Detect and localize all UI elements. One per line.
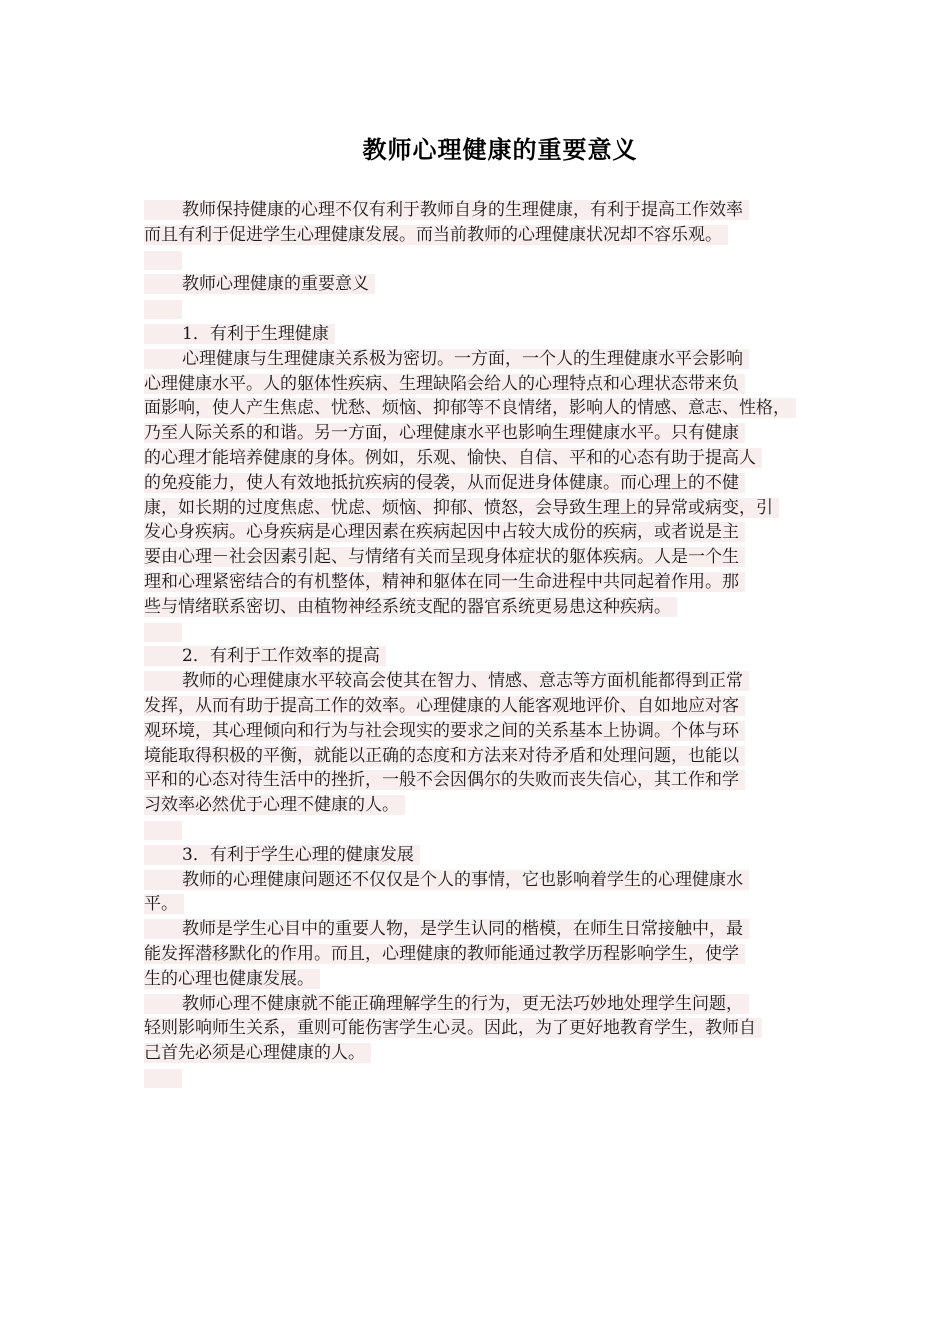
line-highlight (144, 274, 375, 294)
paragraph-line (144, 322, 814, 347)
line-highlight (144, 770, 745, 790)
line-highlight (144, 944, 745, 964)
paragraph-line (144, 347, 814, 372)
paragraph-line (144, 694, 814, 719)
paragraph-line (144, 372, 814, 397)
line-text: 教师心理健康的重要意义 (182, 274, 369, 295)
line-text: 面影响，使人产生焦虑、忧愁、烦恼、抑郁等不良情绪，影响人的情感、意志、性格， (144, 398, 790, 419)
line-highlight (144, 646, 386, 666)
blank-line-marker (144, 1069, 182, 1088)
line-highlight (144, 671, 749, 691)
paragraph-line (144, 669, 814, 694)
paragraph-line (144, 1041, 814, 1066)
line-text: 生的心理也健康发展。 (144, 968, 314, 989)
line-highlight (144, 919, 749, 939)
line-text: 发挥，从而有助于提高工作的效率。心理健康的人能客观地评价、自如地应对客 (144, 695, 739, 716)
paragraph-line (144, 917, 814, 942)
document-body (144, 198, 814, 1091)
paragraph-line (144, 992, 814, 1017)
paragraph-line (144, 967, 814, 992)
line-text: 心理健康与生理健康关系极为密切。一方面，一个人的生理健康水平会影响 (182, 348, 743, 369)
paragraph-line (144, 496, 814, 521)
line-text: 己首先必须是心理健康的人。 (144, 1043, 365, 1064)
paragraph-line (144, 570, 814, 595)
paragraph-line (144, 446, 814, 471)
blank-line-marker (144, 251, 182, 270)
line-highlight (144, 522, 745, 542)
line-text: 理和心理紧密结合的有机整体，精神和躯体在同一生命进程中共同起着作用。那 (144, 571, 739, 592)
paragraph-line (144, 520, 814, 545)
line-text: 3．有利于学生心理的健康发展 (182, 844, 414, 865)
line-text: 而且有利于促进学生心理健康发展。而当前教师的心理健康状况却不容乐观。 (144, 224, 722, 245)
blank-line (144, 248, 814, 273)
line-text: 平和的心态对待生活中的挫折，一般不会因偶尔的失败而丧失信心，其工作和学 (144, 770, 739, 791)
document-title: 教师心理健康的重要意义 (362, 135, 638, 164)
line-text: 要由心理－社会因素引起、与情绪有关而呈现身体症状的躯体疾病。人是一个生 (144, 547, 739, 568)
line-text: 能发挥潜移默化的作用。而且，心理健康的教师能通过教学历程影响学生，使学 (144, 943, 739, 964)
paragraph-line (144, 272, 814, 297)
line-text: 教师的心理健康水平较高会使其在智力、情感、意志等方面机能都得到正常 (182, 671, 743, 692)
line-text: 发心身疾病。心身疾病是心理因素在疾病起因中占较大成份的疾病，或者说是主 (144, 522, 739, 543)
paragraph-line (144, 868, 814, 893)
blank-line-marker (144, 623, 182, 642)
line-text: 教师心理不健康就不能正确理解学生的行为，更无法巧妙地处理学生问题， (182, 993, 743, 1014)
paragraph-line (144, 545, 814, 570)
line-text: 康，如长期的过度焦虑、忧虑、烦恼、抑郁、愤怒，会导致生理上的异常或病变，引 (144, 497, 773, 518)
line-highlight (144, 1018, 762, 1038)
line-highlight (144, 349, 749, 369)
blank-line (144, 818, 814, 843)
line-highlight (144, 746, 745, 766)
line-text: 2．有利于工作效率的提高 (182, 646, 380, 667)
blank-line (144, 620, 814, 645)
line-highlight (144, 870, 749, 890)
line-highlight (144, 448, 762, 468)
paragraph-line (144, 223, 814, 248)
line-highlight (144, 572, 745, 592)
line-highlight (144, 547, 745, 567)
paragraph-line (144, 744, 814, 769)
line-highlight (144, 473, 745, 493)
line-text: 教师是学生心目中的重要人物，是学生认同的楷模，在师生日常接触中，最 (182, 919, 743, 940)
line-text: 些与情绪联系密切、由植物神经系统支配的器官系统更易患这种疾病。 (144, 596, 671, 617)
line-text: 乃至人际关系的和谐。另一方面，心理健康水平也影响生理健康水平。只有健康 (144, 423, 739, 444)
paragraph-line (144, 595, 814, 620)
line-text: 的免疫能力，使人有效地抵抗疾病的侵袭，从而促进身体健康。而心理上的不健 (144, 472, 739, 493)
line-text: 平。 (144, 894, 178, 915)
blank-line-marker (144, 300, 182, 319)
line-highlight (144, 225, 728, 245)
line-text: 教师的心理健康问题还不仅仅是个人的事情，它也影响着学生的心理健康水 (182, 869, 743, 890)
line-text: 1．有利于生理健康 (182, 323, 329, 344)
line-text: 的心理才能培养健康的身体。例如，乐观、愉快、自信、平和的心态有助于提高人 (144, 447, 756, 468)
line-text: 观环境，其心理倾向和行为与社会现实的要求之间的关系基本上协调。个体与环 (144, 720, 739, 741)
blank-line-marker (144, 821, 182, 840)
blank-line (144, 1066, 814, 1091)
line-highlight (144, 845, 420, 865)
paragraph-line (144, 421, 814, 446)
paragraph-line (144, 471, 814, 496)
paragraph-line (144, 793, 814, 818)
line-highlight (144, 374, 745, 394)
line-highlight (144, 969, 320, 989)
paragraph-line (144, 843, 814, 868)
line-text: 心理健康水平。人的躯体性疾病、生理缺陷会给人的心理特点和心理状态带来负 (144, 373, 739, 394)
paragraph-line (144, 719, 814, 744)
line-highlight (144, 894, 184, 914)
line-highlight (144, 721, 745, 741)
paragraph-line (144, 1016, 814, 1041)
blank-line (144, 297, 814, 322)
line-highlight (144, 994, 749, 1014)
line-highlight (144, 1043, 371, 1063)
line-text: 轻则影响师生关系，重则可能伤害学生心灵。因此，为了更好地教育学生，教师自 (144, 1018, 756, 1039)
line-highlight (144, 398, 796, 418)
paragraph-line (144, 198, 814, 223)
line-text: 教师保持健康的心理不仅有利于教师自身的生理健康，有利于提高工作效率 (182, 200, 743, 220)
paragraph-line (144, 942, 814, 967)
line-text: 境能取得积极的平衡，就能以正确的态度和方法来对待矛盾和处理问题，也能以 (144, 745, 739, 766)
paragraph-line (144, 892, 814, 917)
line-highlight (144, 597, 677, 617)
line-highlight (144, 423, 745, 443)
line-highlight (144, 200, 749, 220)
paragraph-line (144, 644, 814, 669)
line-highlight (144, 498, 779, 518)
line-text: 习效率必然优于心理不健康的人。 (144, 795, 399, 816)
line-highlight (144, 696, 745, 716)
line-highlight (144, 795, 405, 815)
line-highlight (144, 324, 335, 344)
paragraph-line (144, 396, 814, 421)
paragraph-line (144, 768, 814, 793)
